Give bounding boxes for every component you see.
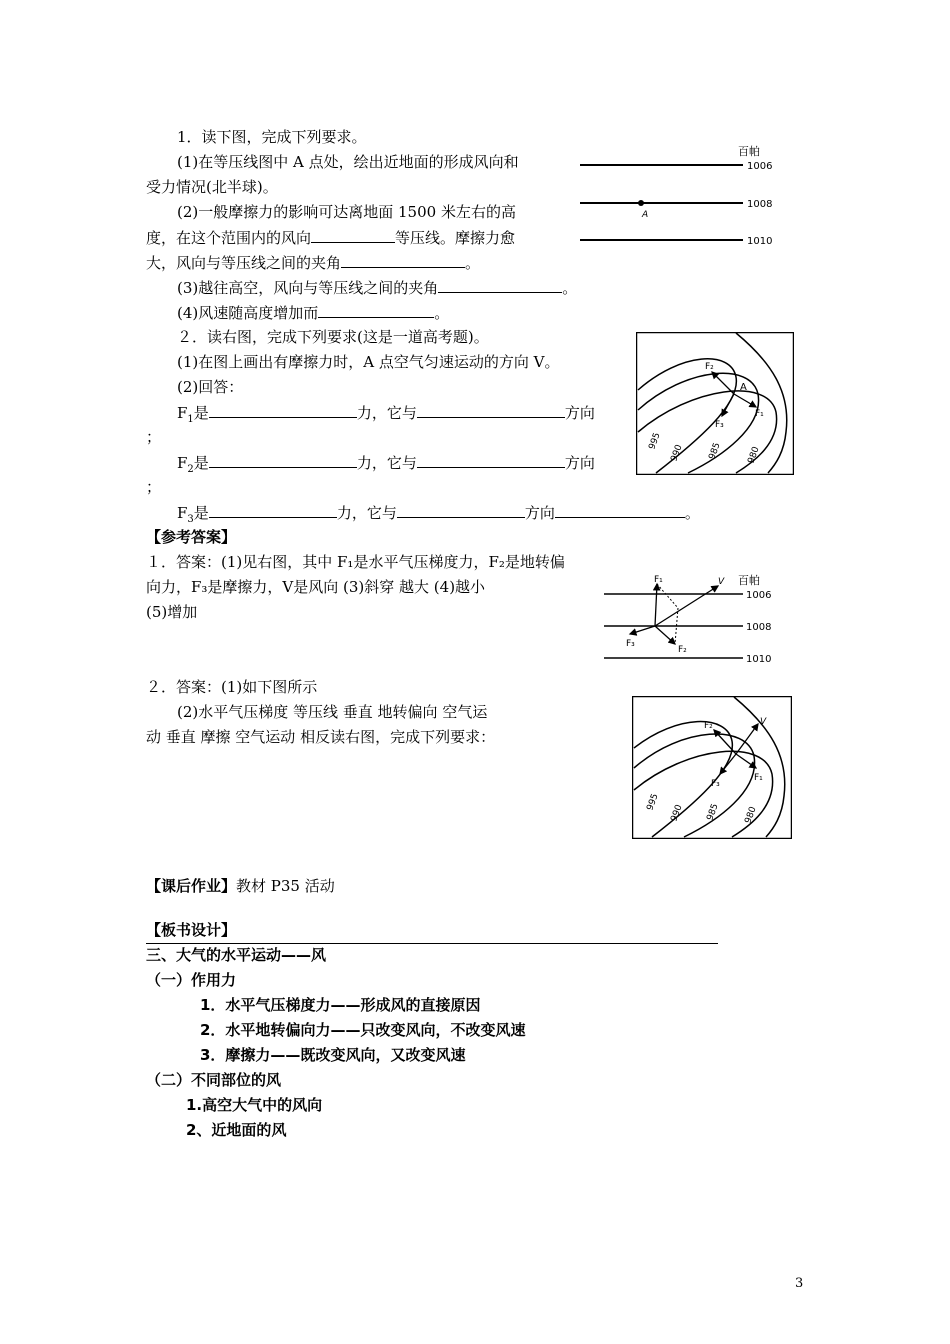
force-label: F₁ <box>654 575 663 585</box>
q2-text: 方向 <box>524 504 555 522</box>
force-label: V <box>760 717 767 727</box>
force-label: F₂ <box>678 645 687 655</box>
answer-blank[interactable] <box>397 503 525 518</box>
q1-title: 1．读下图，完成下列要求。 <box>177 128 367 146</box>
page-number: 3 <box>795 1276 804 1291</box>
force-label: F₂ <box>705 362 714 372</box>
isobar-label: 980 <box>743 805 759 826</box>
q2-part1: (1)在图上画出有摩擦力时，A 点空气匀速运动的方向 V。 <box>177 353 560 371</box>
q1-part3 <box>177 278 577 297</box>
force-arrow <box>630 626 655 634</box>
q2-text: 力，它与 <box>356 404 417 422</box>
board-item: 1.高空大气中的风向 <box>186 1096 323 1114</box>
answer2-line2: (2)水平气压梯度 等压线 垂直 地转偏向 空气运 <box>177 703 488 721</box>
q2-semicolon: ； <box>146 428 162 446</box>
isobar-label: 1006 <box>746 590 772 601</box>
answer-blank[interactable] <box>209 453 357 468</box>
isobar-label: 1008 <box>747 199 773 210</box>
q1-part4-text: 。 <box>434 304 450 322</box>
q2-text: 是 <box>193 454 209 472</box>
answer2-line3: 动 垂直 摩擦 空气运动 相反读右图，完成下列要求： <box>146 728 496 746</box>
q1-part4-text: (4)风速随高度增加而 <box>177 304 319 322</box>
isobar-label: 1010 <box>747 236 773 247</box>
isobar-label: 995 <box>645 792 661 813</box>
isobar-figure <box>578 140 798 252</box>
homework-label: 【课后作业】 <box>146 877 237 895</box>
q2-text: 是 <box>193 404 209 422</box>
board-title: 三、大气的水平运动——风 <box>146 946 327 964</box>
board-section1: （一）作用力 <box>146 971 237 989</box>
answer-blank[interactable] <box>417 403 565 418</box>
q2-text: 方向 <box>564 454 595 472</box>
q2-text: 。 <box>684 504 700 522</box>
answer-blank[interactable] <box>311 228 395 243</box>
force-label: F₃ <box>626 639 635 649</box>
answer-blank[interactable] <box>318 303 434 318</box>
board-section2: （二）不同部位的风 <box>146 1071 282 1089</box>
answer-blank[interactable] <box>438 278 562 293</box>
answer-blank[interactable] <box>555 503 685 518</box>
point-a-marker <box>638 200 644 206</box>
force-arrow <box>655 586 718 626</box>
q1-part3-text: (3)越往高空，风向与等压线之间的夹角 <box>177 279 439 297</box>
answer1-line3: (5)增加 <box>146 603 198 621</box>
answer1-line1: １．答案：(1)见右图，其中 F₁是水平气压梯度力，F₂是地转偏 <box>146 553 565 571</box>
q1-part3-text: 。 <box>562 279 578 297</box>
answer1-line2: 向力，F₃是摩擦力，V是风向 (3)斜穿 越大 (4)越小 <box>146 578 486 596</box>
board-item: 3．摩擦力——既改变风向，又改变风速 <box>200 1046 466 1064</box>
answer-blank[interactable] <box>417 453 565 468</box>
isobar-label: 1006 <box>747 161 773 172</box>
board-item: 2、近地面的风 <box>186 1121 287 1139</box>
q1-part4 <box>177 303 449 322</box>
force-label: F₁ <box>755 409 764 419</box>
point-a-label: A <box>642 210 649 220</box>
answer2-line1: ２．答案：(1)如下图所示 <box>146 678 318 696</box>
force-subscript: 1 <box>187 414 194 425</box>
homework-line <box>146 877 335 895</box>
q2-text: 方向 <box>564 404 595 422</box>
q1-part2-line3 <box>146 253 480 272</box>
isobar-label: 990 <box>669 803 685 824</box>
board-item: 1．水平气压梯度力——形成风的直接原因 <box>200 996 481 1014</box>
homework-text: 教材 P35 活动 <box>236 877 335 895</box>
isobar-label: 980 <box>746 445 762 466</box>
q2-text: 力，它与 <box>336 504 397 522</box>
point-a-label: A <box>740 382 747 393</box>
board-item: 2．水平地转偏向力——只改变风向，不改变风速 <box>200 1021 526 1039</box>
q2-f3-line <box>177 503 700 525</box>
isobar-label: 1010 <box>746 654 772 665</box>
q2-text: 力，它与 <box>356 454 417 472</box>
unit-label: 百帕 <box>738 574 760 587</box>
q1-part2-text: 大，风向与等压线之间的夹角 <box>146 254 342 272</box>
answer-blank[interactable] <box>209 403 357 418</box>
isobar-label: 985 <box>705 802 721 823</box>
q1-part2-text: 。 <box>465 254 481 272</box>
q2-text: 是 <box>193 504 209 522</box>
force-arrow <box>655 584 657 626</box>
force-label: F₂ <box>704 721 713 731</box>
q2-title: ２．读右图，完成下列要求(这是一道高考题)。 <box>177 328 489 346</box>
board-heading: 【板书设计】 <box>146 921 237 939</box>
force-arrow <box>655 626 675 644</box>
q2-semicolon: ； <box>146 478 162 496</box>
isobar-label: 995 <box>647 431 663 452</box>
divider <box>146 943 718 944</box>
force-label: F₁ <box>754 773 763 783</box>
force-label: F₃ <box>711 779 720 789</box>
q1-part2-line1: (2)一般摩擦力的影响可达离地面 1500 米左右的高 <box>177 203 516 221</box>
force-label: F₃ <box>715 420 724 430</box>
isobar-label: 1008 <box>746 622 772 633</box>
force-subscript: 2 <box>187 464 194 475</box>
q1-part1-line2: 受力情况(北半球)。 <box>146 178 278 196</box>
answer-curved-isobar-figure <box>632 696 792 839</box>
q1-part2-text: 度，在这个范围内的风向 <box>146 229 312 247</box>
isobar-label: 990 <box>669 443 685 464</box>
q1-part1-line1: (1)在等压线图中 A 点处，绘出近地面的形成风向和 <box>177 153 519 171</box>
answer-blank[interactable] <box>341 253 465 268</box>
q2-part2: (2)回答： <box>177 378 244 396</box>
q2-f1-line <box>177 403 595 425</box>
q2-f2-line <box>177 453 595 475</box>
force-symbol: F <box>177 504 188 522</box>
q1-part2-text: 等压线。摩擦力愈 <box>395 229 516 247</box>
force-label: V <box>718 577 725 587</box>
force-subscript: 3 <box>187 514 194 525</box>
q1-part2-line2 <box>146 228 515 247</box>
curved-isobar-figure <box>636 332 794 475</box>
force-symbol: F <box>177 404 188 422</box>
answers-heading: 【参考答案】 <box>146 528 237 546</box>
unit-label: 百帕 <box>738 145 760 158</box>
construction-line <box>657 584 678 608</box>
force-symbol: F <box>177 454 188 472</box>
answer-isobar-figure <box>600 570 800 670</box>
isobar-label: 985 <box>707 441 723 462</box>
answer-blank[interactable] <box>209 503 337 518</box>
